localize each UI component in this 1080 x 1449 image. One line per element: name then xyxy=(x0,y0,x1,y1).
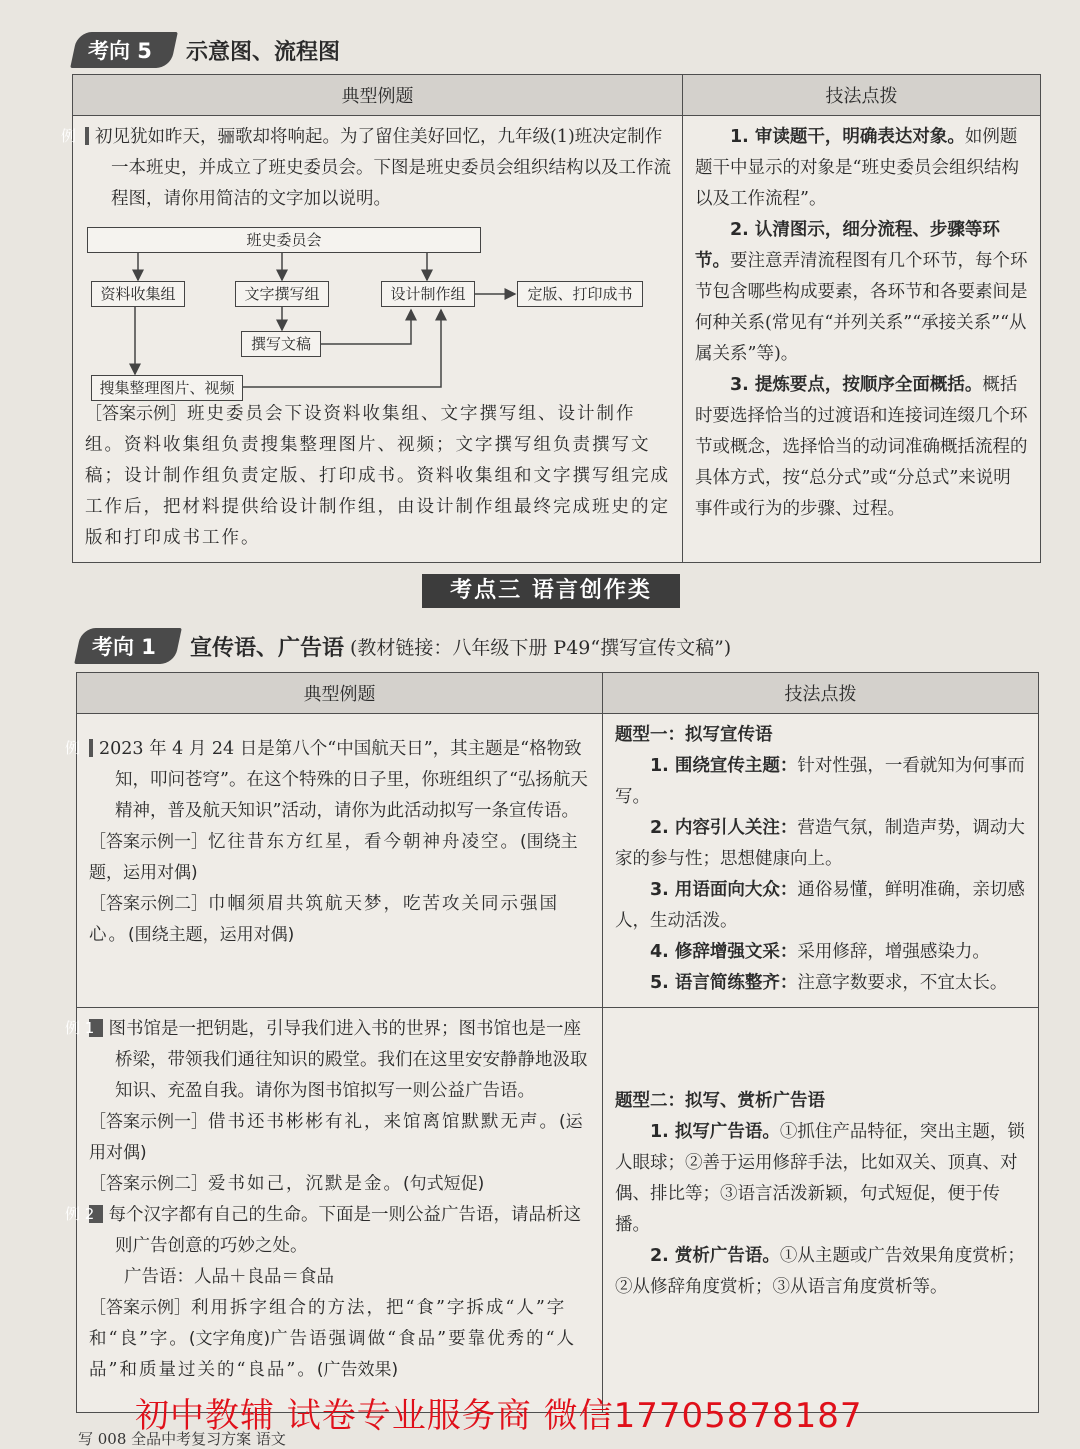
tip-item: 1. 拟写广告语。①抓住产品特征，突出主题，锁人眼球；②善于运用修辞手法，比如双关、顶真、对偶、排比等；③语言活泼新颖，句式短促，便于传播。 xyxy=(615,1122,1025,1235)
example-cell-2 xyxy=(65,1008,603,1413)
col-header-examples: 典型例题 xyxy=(77,673,603,714)
flow-node-writing: 文字撰写组 xyxy=(235,281,329,307)
example-question: 例 初见犹如昨天，骊歌却将响起。为了留住美好回忆，九年级(1)班决定制作一本班史，并成立了班史委员会。下图是班史委员会组织结构以及工作流程图，请你用简洁的文字加以说明。 xyxy=(61,127,671,209)
flow-node-design: 设计制作组 xyxy=(381,281,475,307)
flow-node-collect: 资料收集组 xyxy=(91,281,185,307)
answer-example-1: ［答案示例一］忆往昔东方红星，看今朝神舟凌空。(围绕主题，运用对偶) xyxy=(89,832,578,883)
col-header-examples: 典型例题 xyxy=(73,75,683,116)
tip-item: 1. 围绕宣传主题：针对性强，一看就知为何事而写。 xyxy=(615,756,1025,807)
section-header-1 xyxy=(74,32,340,68)
col-header-tips: 技法点拨 xyxy=(683,75,1041,116)
example-question-2: 例 2 每个汉字都有自己的生命。下面是一则公益广告语，请品析这则广告创意的巧妙之处。 xyxy=(65,1205,582,1256)
topic-tag: 考向 1 xyxy=(74,628,182,664)
tip-item: 2. 内容引人关注：营造气氛，制造声势，调动大家的参与性；思想健康向上。 xyxy=(615,818,1025,869)
page-footer: 写 008 全品中考复习方案 语文 xyxy=(78,1430,286,1448)
textbook-link-note: (教材链接：八年级下册 P49“撰写宣传文稿”) xyxy=(349,636,732,659)
answer-label: ［答案示例］ xyxy=(85,404,187,424)
flow-connectors xyxy=(85,223,675,413)
section-banner: 考点三 语言创作类 xyxy=(422,574,680,608)
answer-example-2: ［答案示例二］巾帼须眉共筑航天梦，吃苦攻关同示强国心。(围绕主题，运用对偶) xyxy=(89,894,559,945)
example-question-1: 例 1 图书馆是一把钥匙，引导我们进入书的世界；图书馆也是一座桥梁，带领我们通往知识的殿堂。我们在这里安安静静地汲取知识、充盈自我。请你为图书馆拟写一则公益广告语。 xyxy=(65,1019,588,1101)
tip-item: 4. 修辞增强文采：采用修辞，增强感染力。 xyxy=(650,942,990,962)
tips-cell-1 xyxy=(603,714,1039,1008)
table-flowchart xyxy=(61,74,1041,563)
topic-title: 示意图、流程图 xyxy=(185,39,340,65)
flow-node-committee: 班史委员会 xyxy=(87,227,481,253)
watermark: 初中教辅 试卷专业服务商 微信17705878187 xyxy=(135,1396,863,1436)
section-header-2 xyxy=(78,628,731,664)
table-slogans xyxy=(65,672,1039,1413)
tip-item: 5. 语言简练整齐：注意字数要求，不宜太长。 xyxy=(650,973,1008,993)
tip-type-2-title: 题型二：拟写、赏析广告语 xyxy=(615,1091,825,1111)
tip-1: 1. 审读题干，明确表达对象。如例题题干中显示的对象是“班史委员会组织结构以及工作流程”。 xyxy=(695,127,1019,209)
example-question: 例 2023 年 4 月 24 日是第八个“中国航天日”，其主题是“格物致知，叩问苍穹”。在这个特殊的日子里，你班组织了“弘扬航天精神，普及航天知识”活动，请你为此活动拟写一条宣传语。 xyxy=(65,739,588,821)
example-label: 例 xyxy=(85,127,89,145)
col-header-tips: 技法点拨 xyxy=(603,673,1039,714)
answer-example-2: ［答案示例二］爱书如己，沉默是金。(句式短促) xyxy=(89,1174,485,1194)
example-cell xyxy=(61,116,683,563)
topic-title: 宣传语、广告语 xyxy=(189,635,344,661)
tip-item: 3. 用语面向大众：通俗易懂，鲜明准确，亲切感人，生动活泼。 xyxy=(615,880,1025,931)
ad-slogan: 广告语：人品＋良品＝食品 xyxy=(124,1267,334,1287)
tips-cell xyxy=(683,116,1041,563)
flow-node-media: 搜集整理图片、视频 xyxy=(91,375,243,401)
flow-node-draft: 撰写文稿 xyxy=(241,331,321,357)
answer-example-1: ［答案示例一］借书还书彬彬有礼，来馆离馆默默无声。(运用对偶) xyxy=(89,1112,583,1163)
answer-example: ［答案示例］利用拆字组合的方法，把“食”字拆成“人”字和“良”字。(文字角度)广告语强调做“食品”要靠优秀的“人品”和质量过关的“良品”。(广告效果) xyxy=(89,1298,577,1380)
tip-type-1-title: 题型一：拟写宣传语 xyxy=(615,725,773,745)
tip-2: 2. 认清图示，细分流程、步骤等环节。要注意弄清流程图有几个环节，每个环节包含哪些构成要素，各环节和各要素间是何种关系(常见有“并列关系”“承接关系”“从属关系”等)。 xyxy=(695,220,1028,364)
tip-3: 3. 提炼要点，按顺序全面概括。概括时要选择恰当的过渡语和连接词连缀几个环节或概念，选择恰当的动词准确概括流程的具体方式，按“总分式”或“分总式”来说明事件或行为的步骤、过程。 xyxy=(695,375,1028,519)
answer-example: ［答案示例］班史委员会下设资料收集组、文字撰写组、设计制作组。资料收集组负责搜集整理图片、视频；文字撰写组负责撰写文稿；设计制作组负责定版、打印成书。资料收集组和文字撰写组完成工作后，把材料提供给设计制作组，由设计制作组最终完成班史的定版和打印成书工作。 xyxy=(85,404,670,548)
flow-node-print: 定版、打印成书 xyxy=(517,281,643,307)
tips-cell-2 xyxy=(603,1008,1039,1413)
example-cell-1 xyxy=(65,714,603,1008)
topic-tag: 考向 5 xyxy=(70,32,178,68)
flowchart xyxy=(85,223,672,397)
tip-item: 2. 赏析广告语。①从主题或广告效果角度赏析；②从修辞角度赏析；③从语言角度赏析等。 xyxy=(615,1246,1025,1297)
